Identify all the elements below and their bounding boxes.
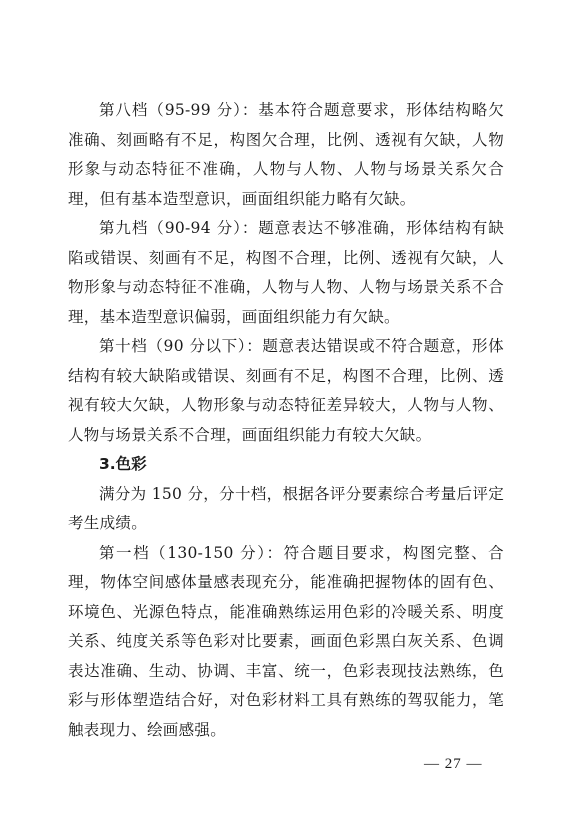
document-body bbox=[68, 96, 504, 745]
paragraph-grade-1: 第一档（130-150 分）：符合题目要求，构图完整、合理，物体空间感体量感表现充分，能准确把握物体的固有色、环境色、光源色特点，能准确熟练运用色彩的冷暖关系、明度关系、纯度关系等色彩对比要素，画面色彩黑白灰关系、色调表达准确、生动、协调、丰富、统一，色彩表现技法熟练，色彩与形体塑造结合好，对色彩材料工具有熟练的驾驭能力，笔触表现力、绘画感强。 bbox=[68, 543, 504, 739]
paragraph-grade-8: 第八档（95-99 分）：基本符合题意要求，形体结构略欠准确、刻画略有不足，构图欠合理，比例、透视有欠缺，人物形象与动态特征不准确，人物与人物、人物与场景关系欠合理，但有基本造型意识，画面组织能力略有欠缺。 bbox=[68, 101, 504, 208]
paragraph-full-score: 满分为 150 分，分十档，根据各评分要素综合考量后评定考生成绩。 bbox=[68, 484, 504, 532]
paragraph-grade-10: 第十档（90 分以下）：题意表达错误或不符合题意，形体结构有较大缺陷或错误、刻画有不足，构图不合理，比例、透视有较大欠缺，人物形象与动态特征差异较大，人物与人物、人物与场景关系不合理，画面组织能力有较大欠缺。 bbox=[68, 337, 504, 444]
paragraph-grade-9: 第九档（90-94 分）：题意表达不够准确，形体结构有缺陷或错误、刻画有不足，构图不合理，比例、透视有欠缺，人物形象与动态特征不准确，人物与人物、人物与场景关系不合理，基本造型意识偏弱，画面组织能力有欠缺。 bbox=[68, 219, 504, 326]
section-heading-color: 3.色彩 bbox=[99, 455, 147, 473]
page-number: — 27 — bbox=[424, 756, 483, 772]
